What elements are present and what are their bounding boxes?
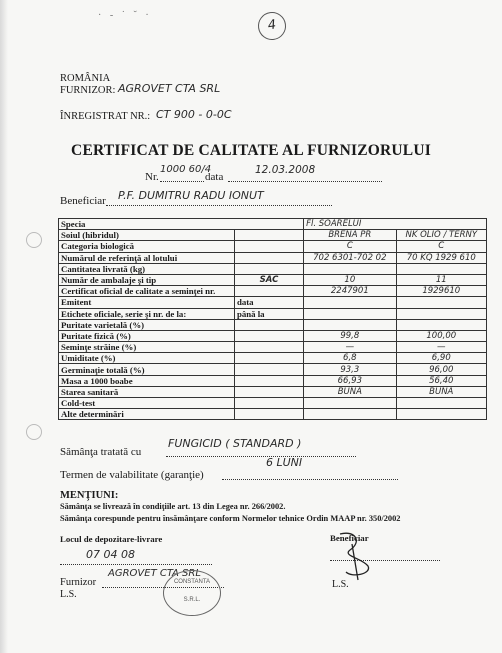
row-value-2	[396, 319, 486, 330]
validity-value: 6 LUNI	[266, 456, 303, 469]
ls-right: L.S.	[332, 579, 349, 590]
row-label: Alte determinări	[59, 409, 235, 420]
row-value-1: C	[304, 241, 396, 252]
row-value-2	[396, 263, 486, 274]
table-row	[59, 364, 487, 375]
row-sublabel	[234, 386, 303, 397]
location-dots	[60, 564, 212, 565]
beneficiary-dots-line	[330, 560, 440, 561]
row-sublabel	[234, 252, 303, 263]
footer-supplier-label: Furnizor	[60, 577, 97, 588]
row-sublabel	[234, 364, 303, 375]
table-row	[59, 353, 487, 364]
row-label: Specia	[59, 219, 304, 230]
treatment-dots	[166, 456, 356, 457]
beneficiary-dots	[106, 205, 332, 206]
registered-value: CT 900 - 0-0C	[156, 108, 232, 121]
validity-label: Termen de valabilitate (garanţie)	[60, 469, 204, 481]
table-row	[59, 241, 487, 252]
row-value-1	[304, 398, 396, 409]
row-sublabel	[234, 286, 303, 297]
table-row	[59, 286, 487, 297]
row-value-2	[396, 297, 486, 308]
row-sublabel	[234, 398, 303, 409]
row-value-1: 66,93	[304, 375, 396, 386]
mentions-line-2: Sămânţa corespunde pentru însămânţare conform Normelor tehnice Ordin MAAP nr. 350/2002	[60, 514, 401, 523]
row-sublabel	[234, 230, 303, 241]
table-row	[59, 330, 487, 341]
row-value-1: 99,8	[304, 330, 396, 341]
row-sublabel: data	[234, 297, 303, 308]
table-row	[59, 252, 487, 263]
row-value-1: BUNĂ	[304, 386, 396, 397]
ls-left: L.S.	[60, 589, 77, 600]
mentions-line-1: Sămânţa se livrează în condiţiile art. 13 din Legea nr. 266/2002.	[60, 502, 286, 511]
stamp-text-bottom: S.R.L.	[183, 597, 201, 603]
row-sublabel: SAC	[234, 274, 303, 285]
mentions-heading: MENŢIUNI:	[60, 490, 119, 501]
row-sublabel	[234, 241, 303, 252]
number-value: 1000 60/4	[160, 164, 212, 175]
row-value-1: 10	[304, 274, 396, 285]
table-row	[59, 297, 487, 308]
row-label: Certificat oficial de calitate a seminţei nr.	[59, 286, 235, 297]
row-label: Numărul de referinţă al lotului	[59, 252, 235, 263]
row-label: Etichete oficiale, serie şi nr. de la:	[59, 308, 235, 319]
table-row	[59, 398, 487, 409]
row-value-2: 1929610	[396, 286, 486, 297]
location-value: 07 04 08	[86, 548, 135, 561]
row-sublabel	[234, 353, 303, 364]
row-sublabel	[234, 319, 303, 330]
treatment-label: Sămânţa tratată cu	[60, 446, 142, 458]
document-title: CERTIFICAT DE CALITATE AL FURNIZORULUI	[71, 142, 431, 159]
beneficiary-label: Beneficiar	[60, 195, 106, 207]
row-label: Seminţe străine (%)	[59, 342, 235, 353]
date-label: data	[205, 171, 224, 183]
table-row	[59, 219, 487, 230]
country-label: ROMÂNIA	[60, 73, 111, 84]
row-value-2: 6,90	[396, 353, 486, 364]
row-value-2	[396, 398, 486, 409]
beneficiary-signature	[332, 528, 378, 584]
row-value-2: C	[396, 241, 486, 252]
row-label: Umiditate (%)	[59, 353, 235, 364]
row-value-1: 2247901	[304, 286, 396, 297]
row-value-1	[304, 297, 396, 308]
company-stamp	[163, 570, 221, 616]
row-value-1: 93,3	[304, 364, 396, 375]
row-value-1: Fl. SOARELUI	[304, 219, 487, 230]
row-sublabel: până la	[234, 308, 303, 319]
row-value-1	[304, 263, 396, 274]
row-value-1: 6,8	[304, 353, 396, 364]
row-value-2: 100,00	[396, 330, 486, 341]
beneficiary-value: P.F. DUMITRU RADU IONUT	[118, 189, 264, 202]
row-value-2: 96,00	[396, 364, 486, 375]
row-value-1	[304, 409, 396, 420]
footer-beneficiary-label: Beneficiar	[330, 533, 369, 543]
number-dots	[160, 181, 204, 182]
row-value-2	[396, 409, 486, 420]
row-label: Emitent	[59, 297, 235, 308]
table-row	[59, 319, 487, 330]
row-label: Categoria biologică	[59, 241, 235, 252]
stamp-text-top: CONSTANTA	[173, 579, 211, 585]
table-row	[59, 375, 487, 386]
specification-table	[58, 218, 487, 420]
punch-hole	[26, 232, 42, 248]
registered-label: ÎNREGISTRAT NR.:	[60, 111, 151, 122]
row-value-2: BUNĂ	[396, 386, 486, 397]
row-value-2: 56,40	[396, 375, 486, 386]
row-label: Soiul (hibridul)	[59, 230, 235, 241]
location-label: Locul de depozitare-livrare	[60, 534, 163, 544]
row-value-2: NK OLIO / TERNY	[396, 230, 486, 241]
row-sublabel	[234, 409, 303, 420]
row-value-2: 70 KQ 1929 610	[396, 252, 486, 263]
row-value-2	[396, 308, 486, 319]
row-label: Cantitatea livrată (kg)	[59, 263, 235, 274]
table-row	[59, 274, 487, 285]
row-label: Număr de ambalaje şi tip	[59, 274, 235, 285]
row-label: Masa a 1000 boabe	[59, 375, 235, 386]
footer-supplier-value: AGROVET CTA SRL	[108, 568, 201, 579]
row-sublabel	[234, 330, 303, 341]
row-value-2: —	[396, 342, 486, 353]
row-value-2: 11	[396, 274, 486, 285]
row-value-1: BRENA PR	[304, 230, 396, 241]
supplier-value: AGROVET CTA SRL	[118, 82, 221, 95]
row-value-1	[304, 319, 396, 330]
page-number-circle: 4	[256, 10, 288, 42]
scan-edge	[0, 0, 8, 653]
row-label: Puritate varietală (%)	[59, 319, 235, 330]
treatment-value: FUNGICID ( STANDARD )	[168, 437, 302, 450]
row-label: Starea sanitară	[59, 386, 235, 397]
number-label: Nr.	[145, 171, 159, 183]
supplier-label: FURNIZOR:	[60, 85, 116, 96]
row-label: Puritate fizică (%)	[59, 330, 235, 341]
row-value-1: 702 6301-702 02	[304, 252, 396, 263]
row-label: Germinaţie totală (%)	[59, 364, 235, 375]
row-sublabel	[234, 375, 303, 386]
table-row	[59, 386, 487, 397]
table-row	[59, 308, 487, 319]
row-value-1: —	[304, 342, 396, 353]
punch-hole	[26, 424, 42, 440]
row-value-1	[304, 308, 396, 319]
date-dots	[228, 181, 382, 182]
table-row	[59, 230, 487, 241]
row-sublabel	[234, 342, 303, 353]
date-value: 12.03.2008	[255, 164, 316, 176]
table-row	[59, 409, 487, 420]
row-label: Cold-test	[59, 398, 235, 409]
table-row	[59, 342, 487, 353]
row-sublabel	[234, 263, 303, 274]
validity-dots	[222, 479, 398, 480]
table-row	[59, 263, 487, 274]
scan-specks: · ‐ ˙ ˘ ·	[98, 10, 152, 21]
